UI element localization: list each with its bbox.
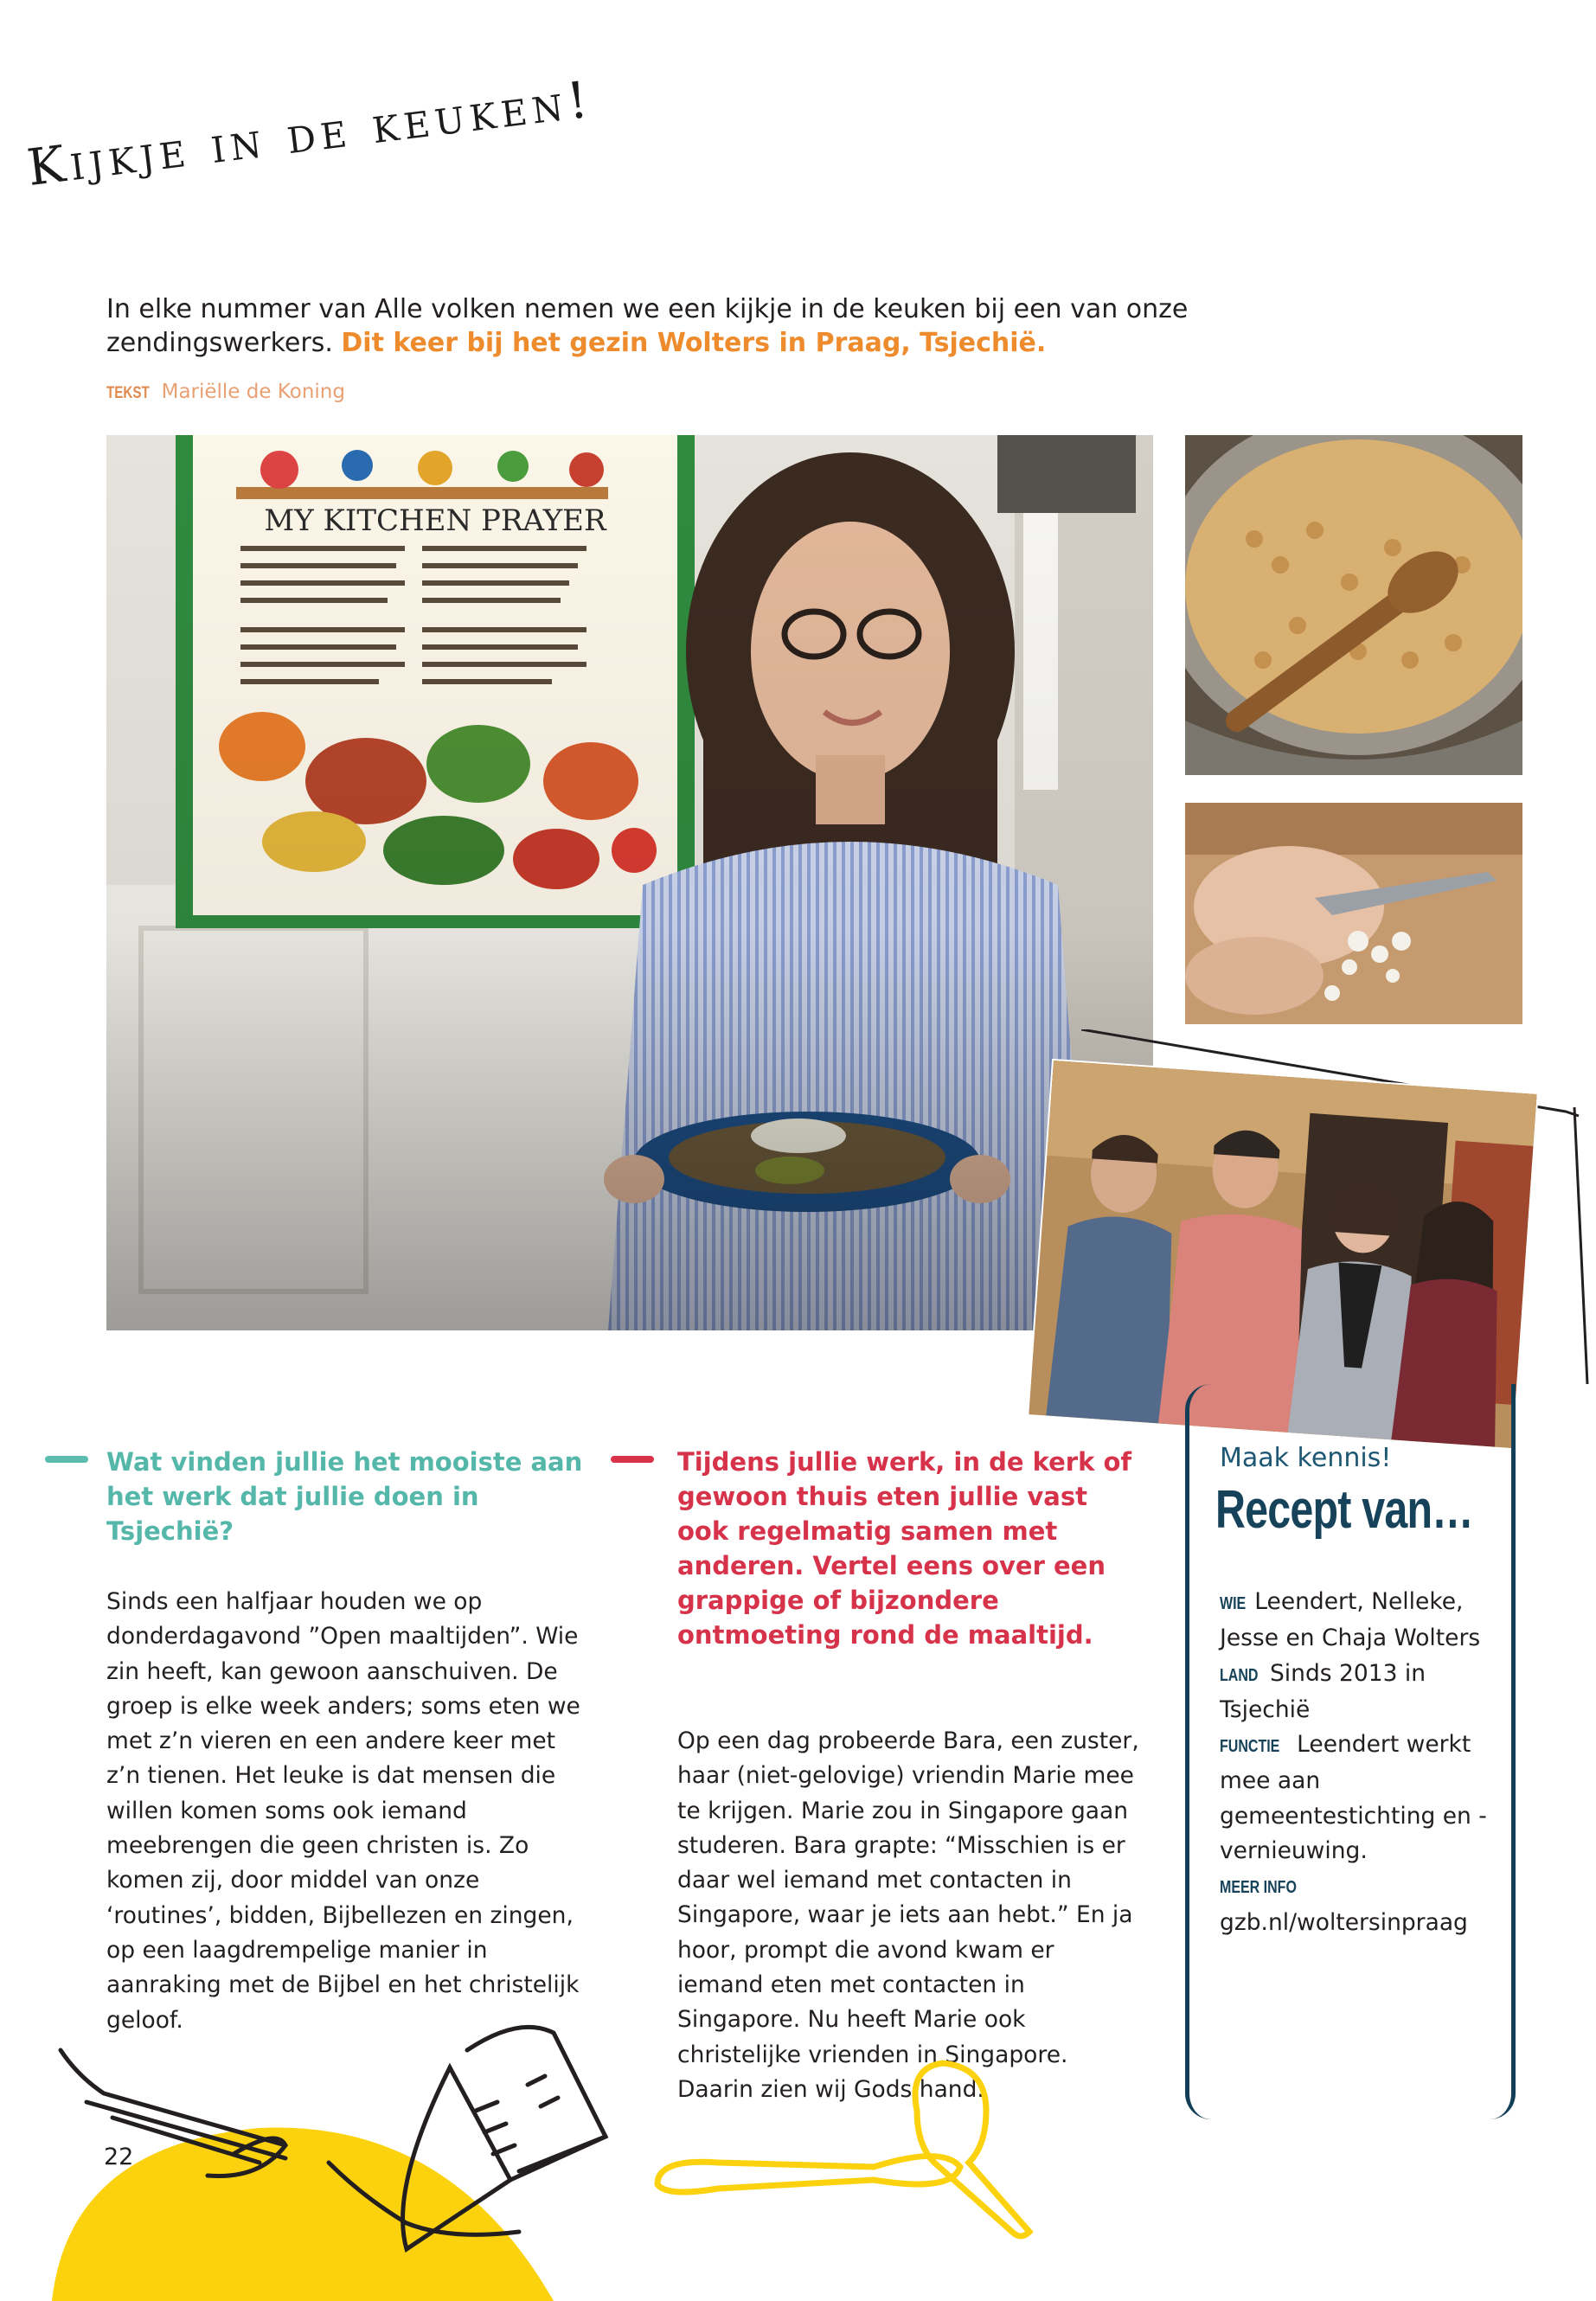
info-link[interactable]: gzb.nl/woltersinpraag: [1220, 1908, 1468, 1936]
question-marker-red: [611, 1456, 654, 1463]
info-label: LAND: [1220, 1665, 1259, 1685]
question-heading: Wat vinden jullie het mooiste aan het werk dat jullie doen in Tsjechië?: [106, 1447, 583, 1546]
info-value: Sinds 2013 in Tsjechië: [1220, 1659, 1426, 1723]
kitchen-portrait-illustration: [106, 435, 1153, 1330]
onion-cutting-photo: [1185, 803, 1522, 1024]
byline-name: Mariëlle de Koning: [161, 381, 345, 403]
info-function: [1220, 1727, 1505, 1868]
answer-text: Sinds een halfjaar houden we op donderdagavond ”Open maaltijden”. Wie zin heeft, kan gewoon aanschuiven. De groep is elke week anders; soms eten we met z’n vieren en een andere keer met z’n tienen. Het leuke is dat mensen die willen komen soms ook iemand meebrengen die geen christen is. Zo komen zij, door middel van onze ‘routines’, bidden, Bijbellezen en zingen, op een laagdrempelige manier in aanraking met de Bijbel en het christelijk geloof.: [106, 1588, 580, 2034]
info-value: Leendert, Nelleke, Jesse en Chaja Wolters: [1220, 1588, 1481, 1652]
byline-label: TEKST: [106, 384, 150, 402]
question-heading: Tijdens jullie werk, in de kerk of gewoon thuis eten jullie vast ook regelmatig samen met anderen. Vertel eens over een grappige of bijzondere ontmoeting rond de maaltijd.: [677, 1447, 1132, 1650]
info-value: Leendert werkt mee aan gemeentestichting en -vernieuwing.: [1220, 1731, 1487, 1865]
onion-cutting-illustration: [1185, 803, 1522, 1024]
bottom-decoration: [0, 2016, 1596, 2301]
chickpea-pot-illustration: [1185, 435, 1522, 775]
info-box-kicker: Maak kennis!: [1220, 1443, 1392, 1473]
info-label: FUNCTIE: [1220, 1737, 1280, 1757]
info-box-details: [1220, 1585, 1505, 1940]
intro-text: In elke nummer van Alle volken nemen we een kijkje in de keuken bij een van onze zendingswerkers.: [106, 294, 1189, 358]
info-who: [1220, 1585, 1505, 1657]
info-country: [1220, 1657, 1505, 1728]
info-more: [1220, 1868, 1505, 1940]
main-photo: [106, 435, 1153, 1330]
chickpeas-photo: [1185, 435, 1522, 775]
intro-highlight: Dit keer bij het gezin Wolters in Praag, Tsjechië.: [341, 328, 1047, 358]
info-label: WIE: [1220, 1594, 1247, 1613]
section-kicker: Kijkje in de keuken!: [23, 69, 597, 197]
page-number: 22: [104, 2144, 134, 2170]
intro-paragraph: [106, 292, 1404, 360]
byline: [106, 381, 345, 403]
question-marker-teal: [45, 1456, 88, 1463]
answer-text: Op een dag probeerde Bara, een zuster, haar (niet-gelovige) vriendin Marie mee te krijgen. Marie zou in Singapore gaan studeren. Bara grapte: “Misschien is er daar wel iemand met contacten in Singapore, waar je iets aan hebt.” En ja hoor, prompt die avond kwam er iemand eten met contacten in Singapore. Nu heeft Marie ook christelijke vrienden in Singapore. Daarin zien wij Gods hand.: [677, 1727, 1139, 2103]
info-label: MEER INFO: [1220, 1878, 1297, 1898]
info-box-title: Recept van…: [1215, 1480, 1473, 1540]
